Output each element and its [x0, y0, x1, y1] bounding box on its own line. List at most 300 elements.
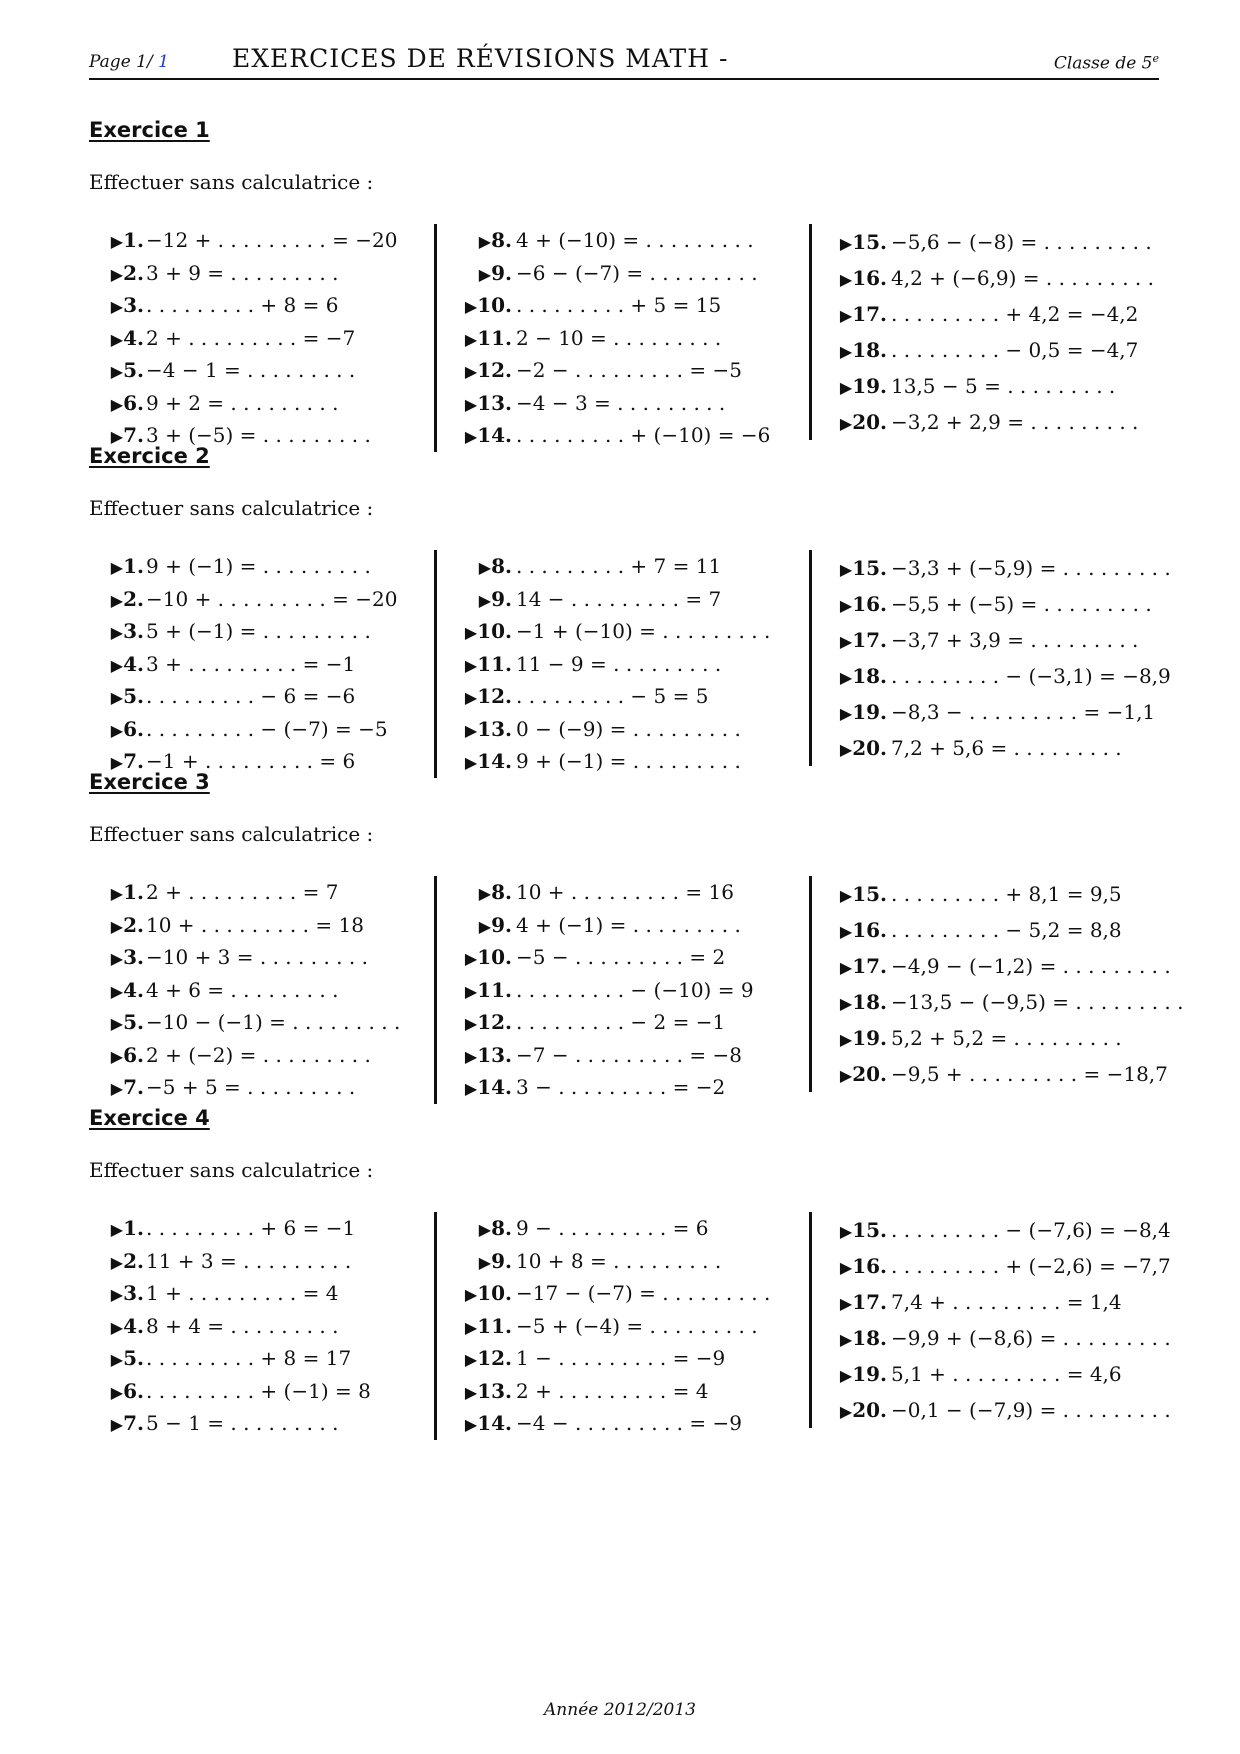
exercise-item [89, 1245, 429, 1278]
item-expression: −12 + . . . . . . . . . = −20 [146, 228, 398, 252]
item-number [465, 289, 512, 324]
exercise-item [812, 550, 1171, 586]
triangle-bullet-icon: ▶ [110, 753, 124, 772]
item-number-text: 7. [123, 1411, 144, 1435]
item-number-text: 3. [123, 945, 144, 969]
item-expression: 2 − 10 = . . . . . . . . . [516, 325, 722, 350]
item-number-text: 20. [852, 1062, 887, 1086]
item-expression: 2 + . . . . . . . . . = 7 [146, 880, 339, 904]
item-number-text: 18. [852, 990, 887, 1014]
item-number-text: 6. [123, 390, 144, 415]
item-number-text: 7. [123, 1075, 144, 1099]
triangle-bullet-icon: ▶ [464, 753, 478, 772]
item-number [111, 680, 144, 715]
exercise-item [812, 1356, 1152, 1392]
exercise-item [812, 984, 1184, 1020]
exercise-item [812, 296, 1152, 332]
item-expression: 1 + . . . . . . . . . = 4 [146, 1281, 339, 1305]
item-expression: −5,5 + (−5) = . . . . . . . . . [891, 592, 1152, 616]
item-number [465, 941, 512, 976]
exercise-item [812, 1056, 1168, 1092]
exercise-item [812, 948, 1171, 984]
exercise-item [89, 550, 429, 583]
exercise-item [89, 1342, 429, 1375]
exercise-item [812, 1020, 1152, 1056]
item-expression: 9 − . . . . . . . . . = 6 [516, 1216, 709, 1240]
item-expression: 1 − . . . . . . . . . = −9 [516, 1346, 726, 1370]
exercise-item [89, 1039, 429, 1072]
item-expression: . . . . . . . . . − (−7) = −5 [146, 716, 388, 741]
item-number-text: 15. [852, 556, 887, 580]
item-number [111, 648, 144, 683]
item-number-text: 1. [123, 554, 144, 578]
item-number-text: 10. [477, 619, 512, 643]
triangle-bullet-icon: ▶ [110, 949, 124, 968]
exercise-item [437, 387, 777, 420]
item-expression: −10 + . . . . . . . . . = −20 [146, 586, 398, 611]
exercise-item [437, 1342, 777, 1375]
triangle-bullet-icon: ▶ [110, 1252, 124, 1272]
triangle-bullet-icon: ▶ [110, 623, 124, 642]
triangle-bullet-icon: ▶ [839, 414, 853, 433]
item-number [840, 622, 887, 660]
item-number [465, 974, 512, 1009]
item-number [111, 615, 144, 650]
triangle-bullet-icon: ▶ [839, 270, 853, 289]
exercise-item [89, 289, 429, 322]
item-number [479, 909, 512, 944]
item-number [111, 322, 144, 357]
page-label: Page 1/ [89, 52, 153, 72]
triangle-bullet-icon: ▶ [839, 704, 853, 723]
item-number [111, 354, 144, 389]
triangle-bullet-icon: ▶ [839, 1294, 853, 1313]
exercise-item [812, 912, 1152, 948]
item-number [840, 1056, 887, 1094]
exercise-item [812, 404, 1152, 440]
item-expression: −4 − 3 = . . . . . . . . . [516, 390, 726, 415]
item-number [465, 713, 512, 748]
class-superscript: e [1152, 52, 1159, 65]
triangle-bullet-icon: ▶ [110, 1220, 124, 1239]
exercise-item [437, 1375, 777, 1408]
triangle-bullet-icon: ▶ [464, 688, 478, 707]
item-expression: −9,9 + (−8,6) = . . . . . . . . . [891, 1326, 1171, 1350]
item-expression: −5 − . . . . . . . . . = 2 [516, 945, 726, 969]
item-number [465, 1277, 512, 1312]
item-number [111, 1071, 144, 1106]
item-number-text: 5. [123, 684, 144, 708]
triangle-bullet-icon: ▶ [839, 1402, 853, 1421]
item-number-text: 18. [852, 664, 887, 688]
item-number-text: 5. [123, 1010, 144, 1034]
item-number-text: 11. [477, 1313, 512, 1338]
item-number-text: 16. [852, 266, 887, 290]
item-number [479, 876, 512, 911]
triangle-bullet-icon: ▶ [464, 981, 478, 1001]
exercise-item [89, 1071, 429, 1104]
triangle-bullet-icon: ▶ [110, 1046, 124, 1066]
exercise-item [89, 1407, 429, 1440]
triangle-bullet-icon: ▶ [110, 916, 124, 936]
item-expression: −8,3 − . . . . . . . . . = −1,1 [891, 700, 1156, 724]
exercise-item [89, 713, 429, 746]
exercise-item [437, 1245, 777, 1278]
exercise-column-1 [89, 876, 429, 1104]
item-number-text: 20. [852, 1398, 887, 1422]
item-number [840, 1392, 887, 1430]
triangle-bullet-icon: ▶ [478, 558, 492, 577]
item-number [111, 1277, 144, 1312]
triangle-bullet-icon: ▶ [478, 916, 492, 936]
exercise-item [812, 260, 1152, 296]
item-expression: −5 + (−4) = . . . . . . . . . [516, 1313, 758, 1338]
item-expression: . . . . . . . . . − (−3,1) = −8,9 [891, 664, 1171, 688]
item-number-text: 8. [491, 1216, 512, 1240]
item-expression: 3 − . . . . . . . . . = −2 [516, 1075, 726, 1099]
item-number [465, 1375, 512, 1410]
exercise-item [437, 1407, 777, 1440]
item-expression: 2 + . . . . . . . . . = −7 [146, 325, 356, 350]
item-number [840, 658, 887, 696]
item-expression: 3 + . . . . . . . . . = −1 [146, 651, 356, 676]
item-number-text: 4. [123, 977, 144, 1002]
item-number [111, 1212, 144, 1247]
exercise-column-3 [809, 876, 1184, 1092]
triangle-bullet-icon: ▶ [464, 720, 478, 740]
item-number [111, 1375, 144, 1410]
exercise-item [437, 1212, 777, 1245]
triangle-bullet-icon: ▶ [839, 306, 853, 325]
exercise-title: Exercice 2 [89, 444, 210, 468]
item-number-text: 20. [852, 410, 887, 434]
exercise-item [812, 368, 1152, 404]
item-number [840, 550, 887, 588]
item-number [465, 1006, 512, 1041]
exercise-item [437, 680, 777, 713]
item-expression: −10 − (−1) = . . . . . . . . . [146, 1010, 401, 1034]
document-title: EXERCICES DE RÉVISIONS MATH - [232, 44, 729, 73]
item-expression: 10 + 8 = . . . . . . . . . [516, 1248, 722, 1273]
triangle-bullet-icon: ▶ [110, 329, 124, 349]
item-number-text: 10. [477, 945, 512, 969]
item-expression: . . . . . . . . . − 0,5 = −4,7 [891, 338, 1139, 362]
item-number-text: 4. [123, 1313, 144, 1338]
item-number-text: 16. [852, 1254, 887, 1278]
item-number-text: 19. [852, 1362, 887, 1386]
item-number [840, 984, 887, 1022]
item-number-text: 14. [477, 1411, 512, 1435]
triangle-bullet-icon: ▶ [464, 1350, 478, 1369]
item-expression: 7,2 + 5,6 = . . . . . . . . . [891, 736, 1122, 760]
item-number [111, 713, 144, 748]
item-number-text: 8. [491, 554, 512, 578]
triangle-bullet-icon: ▶ [110, 1350, 124, 1369]
item-expression: 0 − (−9) = . . . . . . . . . [516, 716, 741, 741]
triangle-bullet-icon: ▶ [110, 362, 124, 381]
triangle-bullet-icon: ▶ [839, 740, 853, 759]
item-expression: −4,9 − (−1,2) = . . . . . . . . . [891, 954, 1171, 978]
item-number-text: 16. [852, 918, 887, 942]
exercise-instruction: Effectuer sans calculatrice : [89, 822, 374, 846]
exercise-item [437, 583, 777, 616]
item-number [840, 1212, 887, 1250]
item-number [465, 680, 512, 715]
item-number-text: 1. [123, 1216, 144, 1240]
triangle-bullet-icon: ▶ [839, 1366, 853, 1385]
exercise-item [812, 1320, 1171, 1356]
item-number-text: 15. [852, 230, 887, 254]
item-number [111, 550, 144, 585]
item-number [840, 1248, 887, 1286]
item-expression: −10 + 3 = . . . . . . . . . [146, 945, 368, 969]
item-number [840, 296, 887, 334]
page-footer: Année 2012/2013 [544, 1700, 696, 1720]
item-number-text: 11. [477, 651, 512, 676]
item-number-text: 13. [477, 390, 512, 415]
item-number [111, 876, 144, 911]
item-expression: . . . . . . . . . + 7 = 11 [516, 554, 722, 578]
exercise-column-3 [809, 1212, 1171, 1428]
item-expression: 13,5 − 5 = . . . . . . . . . [891, 374, 1116, 398]
triangle-bullet-icon: ▶ [839, 922, 853, 941]
item-expression: −2 − . . . . . . . . . = −5 [516, 358, 742, 382]
item-expression: 10 + . . . . . . . . . = 18 [146, 912, 364, 937]
item-expression: −3,2 + 2,9 = . . . . . . . . . [891, 410, 1139, 434]
triangle-bullet-icon: ▶ [110, 884, 124, 903]
item-number [840, 694, 887, 732]
item-number [840, 586, 887, 624]
exercise-column-3 [809, 224, 1152, 440]
exercise-item [437, 322, 777, 355]
item-number [111, 974, 144, 1009]
exercise-item [89, 583, 429, 616]
triangle-bullet-icon: ▶ [478, 1252, 492, 1272]
item-number-text: 14. [477, 423, 512, 447]
triangle-bullet-icon: ▶ [464, 655, 478, 675]
item-expression: −3,3 + (−5,9) = . . . . . . . . . [891, 556, 1171, 580]
item-number [465, 1039, 512, 1074]
triangle-bullet-icon: ▶ [839, 1330, 853, 1349]
triangle-bullet-icon: ▶ [839, 560, 853, 579]
exercise-item [89, 1310, 429, 1343]
triangle-bullet-icon: ▶ [110, 590, 124, 610]
triangle-bullet-icon: ▶ [464, 1046, 478, 1066]
triangle-bullet-icon: ▶ [110, 558, 124, 577]
exercise-item [812, 586, 1152, 622]
triangle-bullet-icon: ▶ [110, 688, 124, 707]
item-expression: 4 + (−1) = . . . . . . . . . [516, 912, 741, 937]
page-header [89, 42, 1159, 80]
item-number [111, 257, 144, 292]
class-label [1054, 52, 1159, 74]
exercise-column-2 [434, 224, 777, 452]
exercise-item [89, 876, 429, 909]
item-number [840, 368, 887, 406]
item-number [840, 260, 887, 298]
exercise-item [437, 419, 777, 452]
item-expression: . . . . . . . . . − (−7,6) = −8,4 [891, 1218, 1171, 1242]
item-expression: . . . . . . . . . − 5 = 5 [516, 684, 709, 708]
exercise-item [89, 1277, 429, 1310]
exercise-column-1 [89, 550, 429, 778]
triangle-bullet-icon: ▶ [110, 232, 124, 251]
item-expression: 4 + (−10) = . . . . . . . . . [516, 228, 754, 252]
page-total-link[interactable]: 1 [158, 52, 169, 72]
item-number [111, 1310, 144, 1345]
triangle-bullet-icon: ▶ [464, 1014, 478, 1033]
item-number-text: 17. [852, 1290, 887, 1314]
exercise-item [437, 648, 777, 681]
item-number [465, 1071, 512, 1106]
item-number-text: 13. [477, 716, 512, 741]
item-number-text: 16. [852, 592, 887, 616]
item-expression: . . . . . . . . . + 5 = 15 [516, 293, 722, 317]
item-number-text: 7. [123, 423, 144, 447]
item-number [840, 948, 887, 986]
item-number-text: 9. [491, 260, 512, 285]
exercise-item [812, 332, 1152, 368]
exercise-item [89, 648, 429, 681]
triangle-bullet-icon: ▶ [478, 264, 492, 284]
triangle-bullet-icon: ▶ [464, 1382, 478, 1402]
item-expression: −3,7 + 3,9 = . . . . . . . . . [891, 628, 1139, 652]
exercise-item [812, 876, 1152, 912]
triangle-bullet-icon: ▶ [110, 1285, 124, 1304]
item-expression: . . . . . . . . . − (−10) = 9 [516, 977, 754, 1002]
item-number-text: 19. [852, 1026, 887, 1050]
item-expression: −5 + 5 = . . . . . . . . . [146, 1075, 356, 1099]
triangle-bullet-icon: ▶ [464, 949, 478, 968]
item-number [479, 257, 512, 292]
item-number-text: 7. [123, 749, 144, 773]
item-expression: . . . . . . . . . + (−2,6) = −7,7 [891, 1254, 1171, 1278]
item-number [465, 648, 512, 683]
exercise-instruction: Effectuer sans calculatrice : [89, 496, 374, 520]
item-expression: . . . . . . . . . + (−1) = 8 [146, 1378, 371, 1403]
item-number-text: 6. [123, 716, 144, 741]
exercise-item [812, 1212, 1171, 1248]
item-number [840, 404, 887, 442]
item-expression: 5,2 + 5,2 = . . . . . . . . . [891, 1026, 1122, 1050]
item-expression: −0,1 − (−7,9) = . . . . . . . . . [891, 1398, 1171, 1422]
triangle-bullet-icon: ▶ [464, 297, 478, 316]
item-number-text: 6. [123, 1378, 144, 1403]
exercise-item [89, 387, 429, 420]
item-expression: −17 − (−7) = . . . . . . . . . [516, 1281, 771, 1305]
item-number [840, 730, 887, 768]
triangle-bullet-icon: ▶ [839, 886, 853, 905]
item-number-text: 10. [477, 293, 512, 317]
item-expression: . . . . . . . . . + 8 = 17 [146, 1346, 352, 1370]
exercise-instruction: Effectuer sans calculatrice : [89, 1158, 374, 1182]
item-expression: −7 − . . . . . . . . . = −8 [516, 1042, 742, 1067]
item-number [840, 332, 887, 370]
item-number-text: 19. [852, 700, 887, 724]
item-number [479, 1212, 512, 1247]
triangle-bullet-icon: ▶ [110, 264, 124, 284]
item-number-text: 14. [477, 749, 512, 773]
item-expression: 5 − 1 = . . . . . . . . . [146, 1411, 339, 1435]
item-number [840, 224, 887, 262]
item-number [465, 1342, 512, 1377]
item-number-text: 11. [477, 325, 512, 350]
item-number [840, 1020, 887, 1058]
item-number-text: 18. [852, 338, 887, 362]
exercise-item [89, 1375, 429, 1408]
item-number [465, 1407, 512, 1442]
item-number [111, 1039, 144, 1074]
item-number-text: 3. [123, 1281, 144, 1305]
item-expression: 5 + (−1) = . . . . . . . . . [146, 619, 371, 643]
item-number-text: 12. [477, 684, 512, 708]
triangle-bullet-icon: ▶ [464, 1079, 478, 1098]
item-number-text: 17. [852, 954, 887, 978]
item-expression: 3 + 9 = . . . . . . . . . [146, 260, 339, 285]
item-number [111, 1407, 144, 1442]
item-number [465, 745, 512, 780]
triangle-bullet-icon: ▶ [464, 1415, 478, 1434]
item-number-text: 12. [477, 1346, 512, 1370]
triangle-bullet-icon: ▶ [110, 1014, 124, 1033]
exercise-item [437, 224, 777, 257]
exercise-item [89, 257, 429, 290]
exercise-column-3 [809, 550, 1171, 766]
item-expression: . . . . . . . . . − 2 = −1 [516, 1010, 726, 1034]
exercise-item [437, 1039, 777, 1072]
item-number [111, 909, 144, 944]
item-number [840, 876, 887, 914]
item-expression: −4 − . . . . . . . . . = −9 [516, 1411, 742, 1435]
triangle-bullet-icon: ▶ [464, 394, 478, 414]
triangle-bullet-icon: ▶ [464, 623, 478, 642]
page-indicator [89, 52, 169, 72]
item-expression: 10 + . . . . . . . . . = 16 [516, 880, 734, 904]
exercise-item [89, 224, 429, 257]
item-expression: . . . . . . . . . − 6 = −6 [146, 684, 356, 708]
exercise-column-2 [434, 876, 777, 1104]
item-number-text: 5. [123, 1346, 144, 1370]
item-expression: 4 + 6 = . . . . . . . . . [146, 977, 339, 1002]
exercise-item [812, 730, 1152, 766]
item-expression: 3 + (−5) = . . . . . . . . . [146, 423, 371, 447]
item-expression: 14 − . . . . . . . . . = 7 [516, 586, 722, 611]
item-number [479, 550, 512, 585]
item-expression: 11 + 3 = . . . . . . . . . [146, 1248, 352, 1273]
item-number-text: 17. [852, 302, 887, 326]
item-number [111, 1342, 144, 1377]
exercise-item [89, 1006, 429, 1039]
triangle-bullet-icon: ▶ [839, 958, 853, 977]
item-number-text: 1. [123, 880, 144, 904]
triangle-bullet-icon: ▶ [478, 1220, 492, 1239]
item-number [465, 419, 512, 454]
triangle-bullet-icon: ▶ [839, 378, 853, 397]
item-number-text: 15. [852, 1218, 887, 1242]
item-number-text: 4. [123, 651, 144, 676]
exercise-item [437, 713, 777, 746]
item-number [111, 1006, 144, 1041]
item-number [111, 1245, 144, 1280]
item-number-text: 13. [477, 1378, 512, 1403]
item-number [111, 583, 144, 618]
triangle-bullet-icon: ▶ [839, 994, 853, 1013]
triangle-bullet-icon: ▶ [839, 1066, 853, 1085]
item-number [111, 387, 144, 422]
exercise-item [89, 680, 429, 713]
triangle-bullet-icon: ▶ [464, 329, 478, 349]
triangle-bullet-icon: ▶ [110, 1317, 124, 1337]
